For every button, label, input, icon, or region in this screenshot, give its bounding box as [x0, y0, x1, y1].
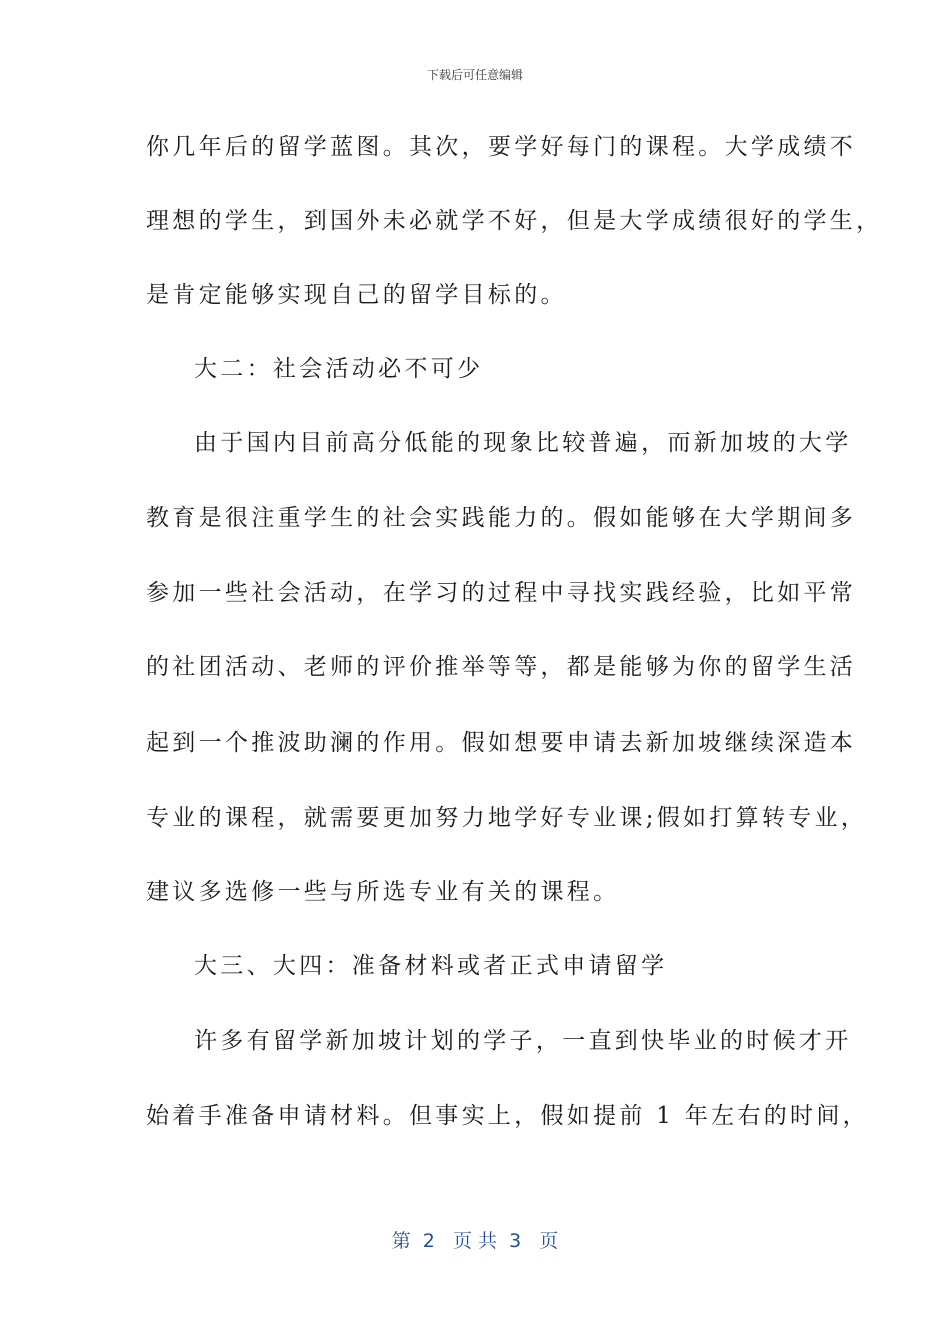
body-line-13: 许多有留学新加坡计划的学子，一直到快毕业的时候才开: [194, 1028, 852, 1054]
body-line-14: 始着手准备申请材料。但事实上，假如提前 1 年左右的时间，: [146, 1103, 869, 1129]
body-line-6: 教育是很注重学生的社会实践能力的。假如能够在大学期间多: [146, 505, 857, 531]
page-number-footer: 第 2 页 共 3 页: [391, 1230, 559, 1252]
body-line-3: 是肯定能够实现自己的留学目标的。: [146, 282, 567, 308]
body-line-5: 由于国内目前高分低能的现象比较普遍，而新加坡的大学: [194, 430, 852, 456]
body-line-8: 的社团活动、老师的评价推举等等，都是能够为你的留学生活: [146, 654, 857, 680]
body-line-11: 建议多选修一些与所选专业有关的课程。: [146, 879, 620, 905]
page-header: 下载后可任意编辑: [426, 68, 523, 82]
body-line-10: 专业的课程，就需要更加努力地学好专业课;假如打算转专业，: [146, 805, 868, 831]
body-line-1: 你几年后的留学蓝图。其次，要学好每门的课程。大学成绩不: [146, 134, 857, 160]
body-line-9: 起到一个推波助澜的作用。假如想要申请去新加坡继续深造本: [146, 730, 857, 756]
body-line-2: 理想的学生，到国外未必就学不好，但是大学成绩很好的学生，: [146, 208, 883, 234]
body-line-7: 参加一些社会活动，在学习的过程中寻找实践经验，比如平常: [146, 580, 857, 606]
section-heading-sophomore: 大二：社会活动必不可少: [194, 356, 484, 382]
section-heading-junior-senior: 大三、大四：准备材料或者正式申请留学: [194, 953, 668, 979]
